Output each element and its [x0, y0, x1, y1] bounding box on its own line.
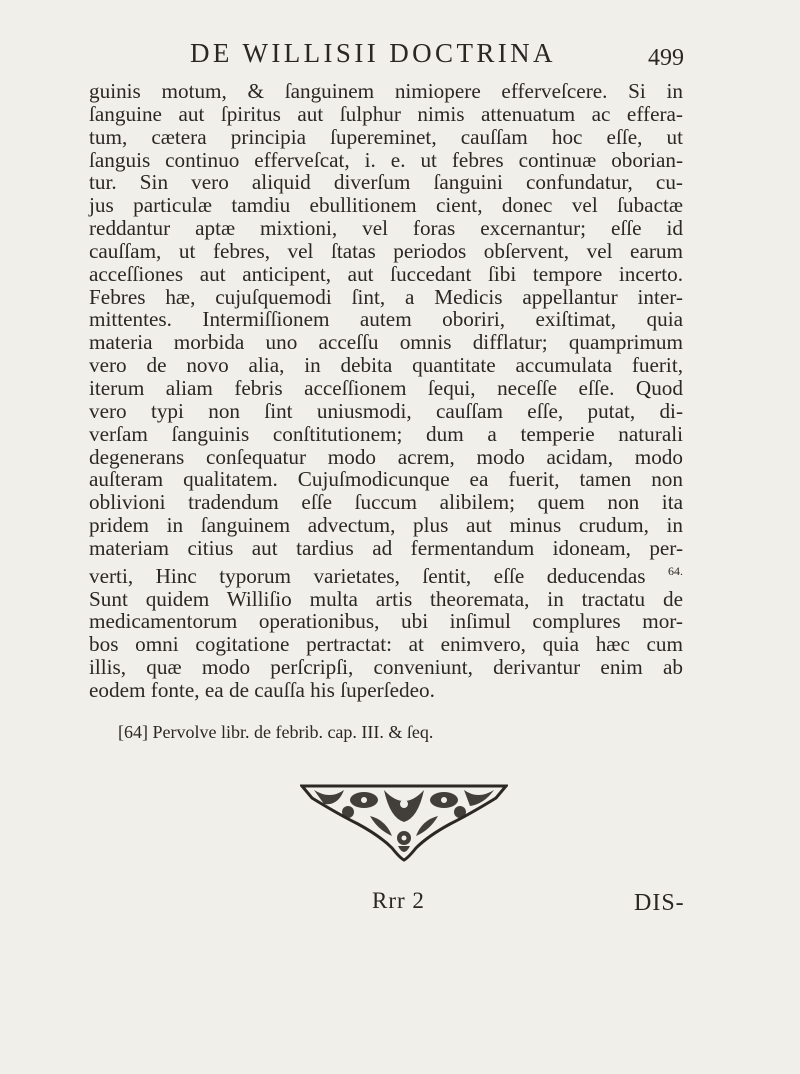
text-line: Sunt quidem Williſio multa artis theoremata, in tractatu de [89, 586, 683, 611]
text-line: mittentes. Intermiſſionem autem oboriri, exiſtimat, quia [89, 307, 683, 332]
text-line: verſam ſanguinis conſtitutionem; dum a temperie naturali [89, 421, 683, 446]
text-line: auſteram qualitatem. Cujuſmodicunque ea fuerit, tamen non [89, 467, 683, 492]
text-line: ſanguine aut ſpiritus aut ſulphur nimis attenuatum ac effera- [89, 101, 683, 126]
text-line: materiam citius aut tardius ad fermentandum idoneam, per- [89, 535, 683, 560]
catchword: DIS- [634, 890, 685, 916]
running-head: DE WILLISII DOCTRINA [190, 38, 556, 68]
text-line-with-note [89, 560, 683, 588]
text-line: iterum aliam febris acceſſionem ſequi, neceſſe eſſe. Quod [89, 375, 683, 400]
floral-ornament [300, 778, 508, 862]
text-line: Febres hæ, cujuſquemodi ſint, a Medicis appellantur inter- [89, 284, 683, 309]
text-line: eodem fonte, ea de cauſſa his ſuperſedeo. [89, 678, 435, 702]
text-line: bos omni cogitatione pertractat: at enimvero, quia hæc cum [89, 632, 683, 657]
page-number: 499 [648, 45, 684, 71]
signature-mark: Rrr 2 [372, 888, 425, 913]
text-line: vero typi non ſint uniusmodi, cauſſam eſſe, putat, di- [89, 398, 683, 423]
text-line: materia morbida uno acceſſu omnis difflatur; quamprimum [89, 330, 683, 355]
text-line: ſanguis continuo efferveſcat, i. e. ut febres continuæ oborian- [89, 147, 683, 172]
text-line: jus particulæ tamdiu ebullitionem cient, donec vel ſubactæ [89, 193, 683, 218]
text-line: vero de novo alia, in debita quantitate accumulata fuerit, [89, 353, 683, 378]
text-line: guinis motum, & ſanguinem nimiopere efferveſcere. Si in [89, 79, 683, 103]
text-line: degenerans conſequatur modo acrem, modo acidam, modo [89, 444, 683, 469]
body-text [89, 80, 683, 702]
text-line: reddantur aptæ mixtioni, vel foras excernantur; eſſe id [89, 216, 683, 241]
text-line: oblivioni tradendum eſſe ſuccum alibilem; quem non ita [89, 490, 683, 515]
text-line: acceſſiones aut anticipent, aut ſuccedant ſibi tempore incerto. [89, 261, 683, 286]
text-line: cauſſam, ut febres, vel ſtatas periodos obſervent, vel earum [89, 238, 683, 263]
text-line: illis, quæ modo perſcripſi, conveniunt, derivantur enim ab [89, 655, 683, 680]
text-line: pridem in ſanguinem advectum, plus aut minus crudum, in [89, 513, 683, 538]
text-line: tur. Sin vero aliquid diverſum ſanguini confundatur, cu- [89, 170, 683, 195]
text-line: tum, cætera principia ſupereminet, cauſſam hoc eſſe, ut [89, 124, 683, 149]
text-line: medicamentorum operationibus, ubi inſimul complures mor- [89, 609, 683, 634]
footnote: [64] Pervolve libr. de febrib. cap. III. & ſeq. [118, 722, 434, 742]
text-line: verti, Hinc typorum varietates, ſentit, eſſe deducendas [89, 563, 646, 588]
footnote-reference[interactable]: 64. [668, 563, 683, 578]
